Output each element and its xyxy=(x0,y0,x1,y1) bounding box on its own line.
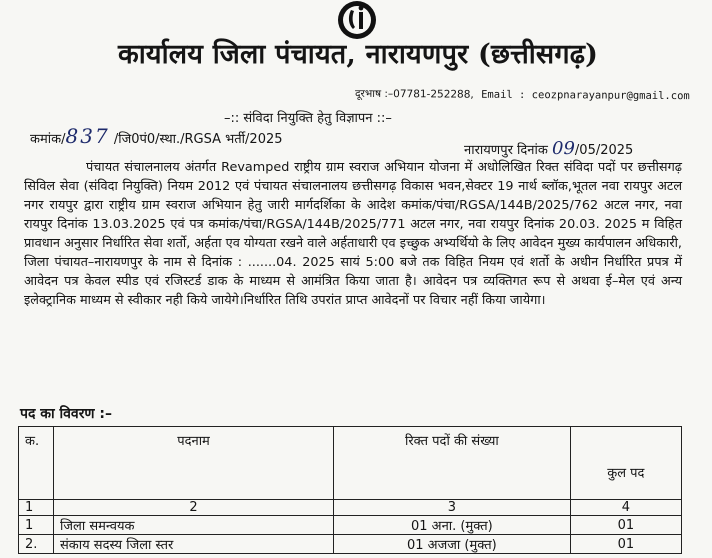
row-total: 01 xyxy=(570,516,681,535)
date-handwritten-day: 09 xyxy=(552,138,575,159)
col-post-name-header: पदनाम xyxy=(54,427,334,500)
office-title: कार्यालय जिला पंचायत, नारायणपुर (छत्तीसगढ़) xyxy=(118,39,599,70)
contact-line xyxy=(355,87,690,103)
date-prefix: नारायणपुर दिनांक xyxy=(464,143,553,158)
reference-number xyxy=(30,124,283,148)
table-row xyxy=(19,535,682,554)
col-number: 3 xyxy=(334,500,571,516)
col-vacancies-header: रिक्त पदों की संख्या xyxy=(334,427,571,500)
col-number: 4 xyxy=(570,500,681,516)
posts-section-heading: पद का विवरण :– xyxy=(20,406,113,422)
row-post-name: जिला समन्वयक xyxy=(54,516,334,535)
col-number: 2 xyxy=(54,500,334,516)
date-suffix: /05/2025 xyxy=(574,143,634,158)
issue-date xyxy=(464,138,633,159)
posts-table xyxy=(18,426,682,554)
ref-suffix: /जि0पं0/स्था./RGSA भर्ती/2025 xyxy=(109,132,283,147)
notice-heading: –:: संविदा नियुक्ति हेतु विज्ञापन ::– xyxy=(224,111,392,126)
col-serial-header: क. xyxy=(19,427,54,500)
ref-handwritten-number: 837 xyxy=(65,124,110,148)
row-vacancies: 01 अजजा (मुक्त) xyxy=(334,535,571,554)
row-serial: 2. xyxy=(19,535,54,554)
row-total: 01 xyxy=(570,535,681,554)
notice-body: पंचायत संचालनालय अंतर्गत Revamped राष्ट्रीय ग्राम स्वराज अभियान योजना में अधोलिखित रिक्त संविदा पदों पर छत्तीसगढ़ सिविल सेवा (संविदा नियुक्ति) नियम 2012 एवं पंचायत संचालनालय छत्तीसगढ़ विकास भवन,सेक्टर 19 नार्थ ब्लॉक,भूतल नवा रायपुर अटल नगर रायपुर द्वारा राष्ट्रीय ग्राम स्वराज अभियान हेतु जारी मार्गदर्शिका के आदेश कमांक/पंचा/RGSA/144B/2025/762 अटल नगर, नवा रायपुर दिनांक 13.03.2025 एवं पत्र कमांक/पंचा/RGSA/144B/2025/771 अटल नगर, नवा रायपुर दिनांक 20.03. 2025 म विहित प्रावधान अनुसार निर्धारित सेवा शर्तो, अर्हता एव योग्यता रखने वाले अर्हताधारी एव इच्छुक अभ्यर्थियो के लिए आवेदन मुख्य कार्यपालन अधिकारी, जिला पंचायत–नारायणपुर के नाम से दिनांक : .......04. 2025 सायं 5:00 बजे तक विहित नियम एवं शर्तो के अधीन निर्धारित प्रपत्र में आवेदन पत्र केवल स्पीड एवं रजिस्टर्ड डाक के माध्यम से आमंत्रित किया जाता है। आवेदन पत्र व्यक्तिगत रूप से अथवा ई–मेल एवं अन्य इलेक्ट्रानिक माध्यम से स्वीकार नही किये जायेगे।निर्धारित तिथि उपरांत प्राप्त आवेदनों पर विचार नहीं किया जायेगा। xyxy=(24,160,682,308)
col-number: 1 xyxy=(19,500,54,516)
email-address: Email : ceozpnarayanpur@gmail.com xyxy=(481,88,690,103)
row-vacancies: 01 अना. (मुक्त) xyxy=(334,516,571,535)
row-post-name: संकाय सदस्य जिला स्तर xyxy=(54,535,334,554)
row-serial: 1 xyxy=(19,516,54,535)
phone-number: दूरभाष :–07781-252288, xyxy=(354,87,474,101)
ref-prefix: कमांक/ xyxy=(30,132,66,147)
column-number-row xyxy=(19,500,682,516)
table-row xyxy=(19,516,682,535)
table-header-row xyxy=(19,427,682,500)
col-total-header: कुल पद xyxy=(570,427,681,500)
